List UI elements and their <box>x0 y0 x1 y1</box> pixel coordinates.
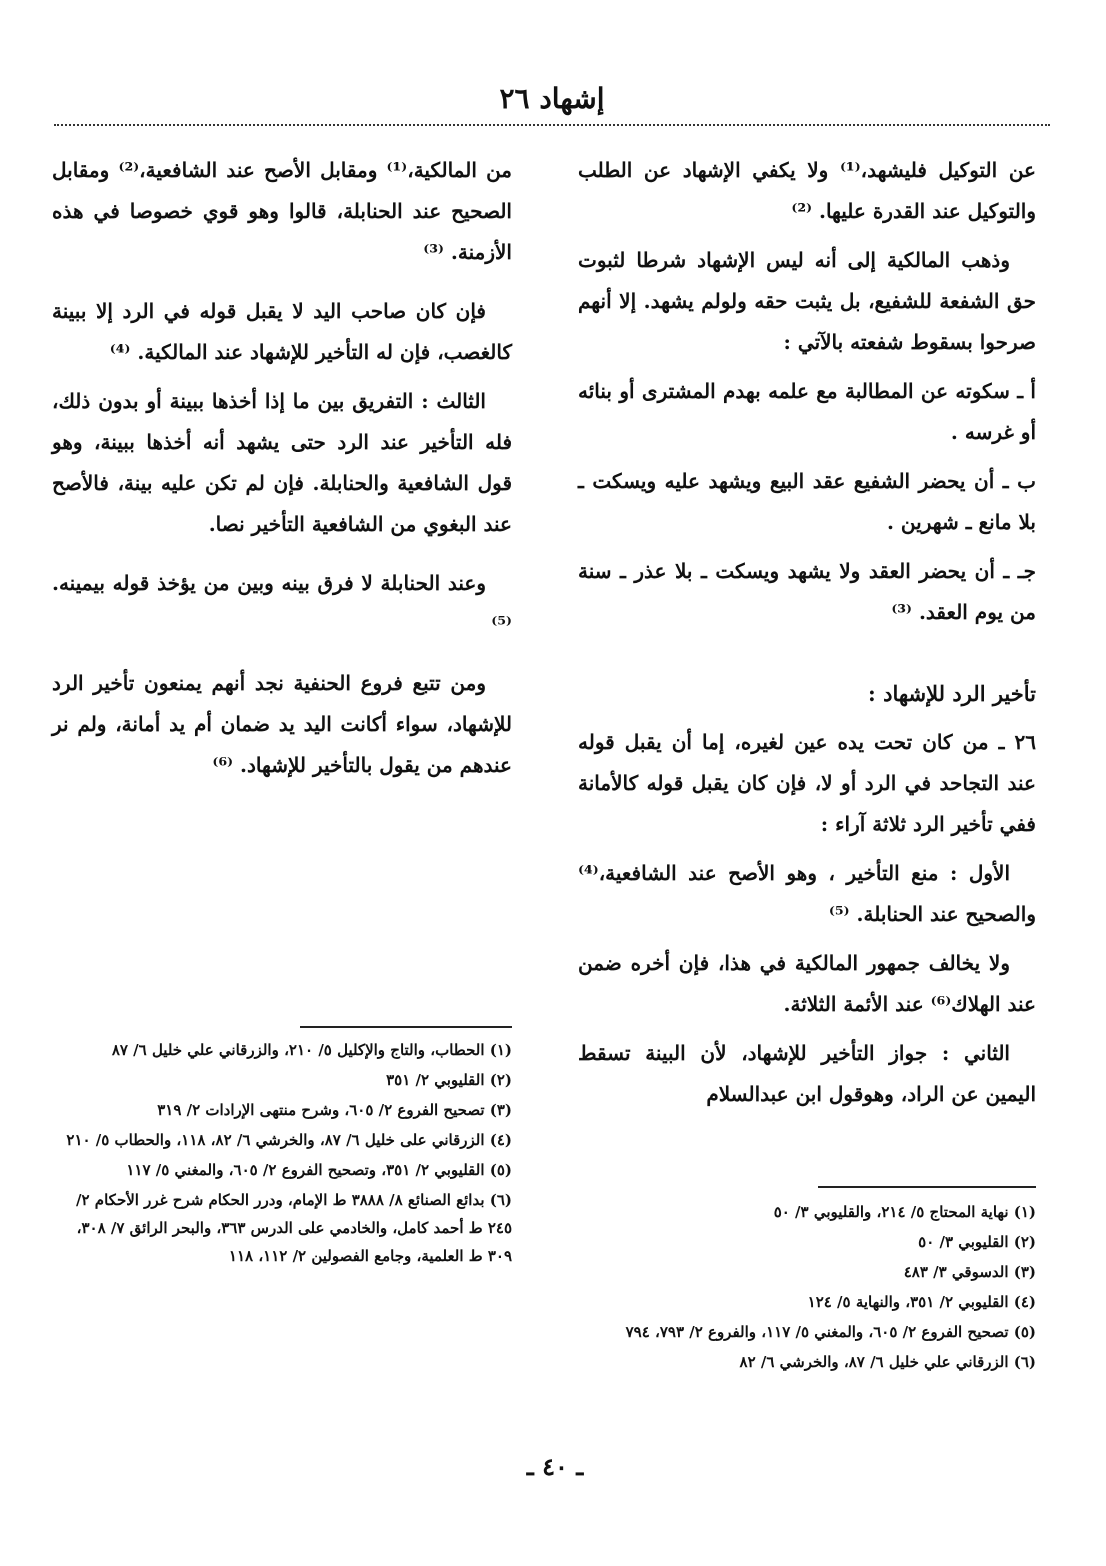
footnote-right-3: (٣) الدسوقي ٣/ ٤٨٣ <box>903 1263 1036 1281</box>
right-paragraph-9: الثاني : جواز التأخير للإشهاد، لأن البينة تسقط اليمين عن الراد، وهوقول ابن عبدالسلام <box>578 1041 1036 1106</box>
footnote-left-6: (٦) بدائع الصنائع ٨/ ٣٨٨٨ ط الإمام، ودرر الحكام شرح غرر الأحكام ٢/ ٢٤٥ ط أحمد كامل، والخادمي على الدرس ٣٦٣، والبحر الرائق ٧/ ٣٠٨، ٣٠٩ ط العلمية، وجامع الفصولين ٢/ ١١٢، ١١٨ <box>76 1191 512 1265</box>
footnote-divider-left <box>300 1026 512 1028</box>
footnote-left-4: (٤) الزرقاني على خليل ٦/ ٨٧، والخرشي ٦/ ٨٢، ١١٨، والحطاب ٥/ ٢١٠ <box>66 1131 512 1149</box>
footnote-right-2: (٢) القليوبي ٣/ ٥٠ <box>918 1233 1036 1251</box>
footnote-left-3: (٣) تصحيح الفروع ٢/ ٦٠٥، وشرح منتهى الإرادات ٢/ ٣١٩ <box>157 1101 512 1119</box>
right-paragraph-2: وذهب المالكية إلى أنه ليس الإشهاد شرطا لثبوت حق الشفعة للشفيع، بل يثبت حقه ولولم يشهد. إلا أنهم صرحوا بسقوط شفعته بالآتي : <box>578 248 1036 354</box>
footnote-right-1: (١) نهاية المحتاج ٥/ ٢١٤، والقليوبي ٣/ ٥٠ <box>773 1203 1036 1221</box>
left-paragraph-1: من المالكية،⁽¹⁾ ومقابل الأصح عند الشافعية،⁽²⁾ ومقابل الصحيح عند الحنابلة، قالوا وهو قوي خصوصا في هذه الأزمنة. ⁽³⁾ <box>52 158 513 264</box>
right-paragraph-8: ولا يخالف جمهور المالكية في هذا، فإن أخره ضمن عند الهلاك⁽⁶⁾ عند الأئمة الثلاثة. <box>578 951 1036 1016</box>
footnote-left-5: (٥) القليوبي ٢/ ٣٥١، وتصحيح الفروع ٢/ ٦٠٥، والمغني ٥/ ١١٧ <box>126 1161 512 1179</box>
section-heading: تأخير الرد للإشهاد : <box>868 681 1036 706</box>
page-header-title: إشهاد ٢٦ <box>499 82 605 115</box>
right-paragraph-1: عن التوكيل فليشهد،⁽¹⁾ ولا يكفي الإشهاد عن الطلب والتوكيل عند القدرة عليها. ⁽²⁾ <box>578 158 1036 223</box>
footnotes-right <box>578 1198 1036 1378</box>
footnotes-left <box>52 1036 512 1272</box>
footnote-left-2: (٢) القليوبي ٢/ ٣٥١ <box>386 1071 512 1089</box>
footnote-right-4: (٤) القليوبي ٢/ ٣٥١، والنهاية ٥/ ١٢٤ <box>807 1293 1036 1311</box>
footnote-divider-right <box>818 1186 1036 1188</box>
left-paragraph-5: ومن تتبع فروع الحنفية نجد أنهم يمنعون تأخير الرد للإشهاد، سواء أكانت اليد يد ضمان أم يد أمانة، ولم نر عندهم من يقول بالتأخير للإشهاد. ⁽⁶⁾ <box>52 671 512 777</box>
left-text-column <box>52 150 512 794</box>
header-dotted-divider <box>54 124 1050 126</box>
left-paragraph-3: الثالث : التفريق بين ما إذا أخذها ببينة أو بدون ذلك، فله التأخير عند الرد حتى يشهد أنه أخذها ببينة، وهو قول الشافعية والحنابلة. فإن لم تكن عليه بينة، فالأصح عند البغوي من الشافعية التأخير نصا. <box>52 389 512 536</box>
left-paragraph-4: وعند الحنابلة لا فرق بينه وبين من يؤخذ قوله بيمينه. ⁽⁵⁾ <box>52 571 512 636</box>
right-paragraph-6: ٢٦ ـ من كان تحت يده عين لغيره، إما أن يقبل قوله عند التجاحد في الرد أو لا، فإن كان يقبل قوله كالأمانة ففي تأخير الرد ثلاثة آراء : <box>578 730 1036 836</box>
footnote-left-1: (١) الحطاب، والتاج والإكليل ٥/ ٢١٠، والزرقاني علي خليل ٦/ ٨٧ <box>111 1041 512 1059</box>
right-paragraph-3: أ ـ سكوته عن المطالبة مع علمه بهدم المشترى أو بنائه أو غرسه . <box>578 379 1036 444</box>
right-paragraph-4: ب ـ أن يحضر الشفيع عقد البيع ويشهد عليه ويسكت ـ بلا مانع ـ شهرين . <box>578 469 1036 534</box>
page-number: ـ ٤٠ ـ <box>526 1452 584 1481</box>
right-text-column <box>578 150 1036 1123</box>
right-paragraph-5: جـ ـ أن يحضر العقد ولا يشهد ويسكت ـ بلا عذر ـ سنة من يوم العقد. ⁽³⁾ <box>578 559 1036 624</box>
footnote-right-5: (٥) تصحيح الفروع ٢/ ٦٠٥، والمغني ٥/ ١١٧، والفروع ٢/ ٧٩٣، ٧٩٤ <box>625 1323 1036 1341</box>
right-paragraph-7: الأول : منع التأخير ، وهو الأصح عند الشافعية،⁽⁴⁾ والصحيح عند الحنابلة. ⁽⁵⁾ <box>578 861 1036 926</box>
footnote-right-6: (٦) الزرقاني علي خليل ٦/ ٨٧، والخرشي ٦/ ٨٢ <box>739 1353 1036 1371</box>
left-paragraph-2: فإن كان صاحب اليد لا يقبل قوله في الرد إلا ببينة كالغصب، فإن له التأخير للإشهاد عند المالكية. ⁽⁴⁾ <box>52 299 512 364</box>
